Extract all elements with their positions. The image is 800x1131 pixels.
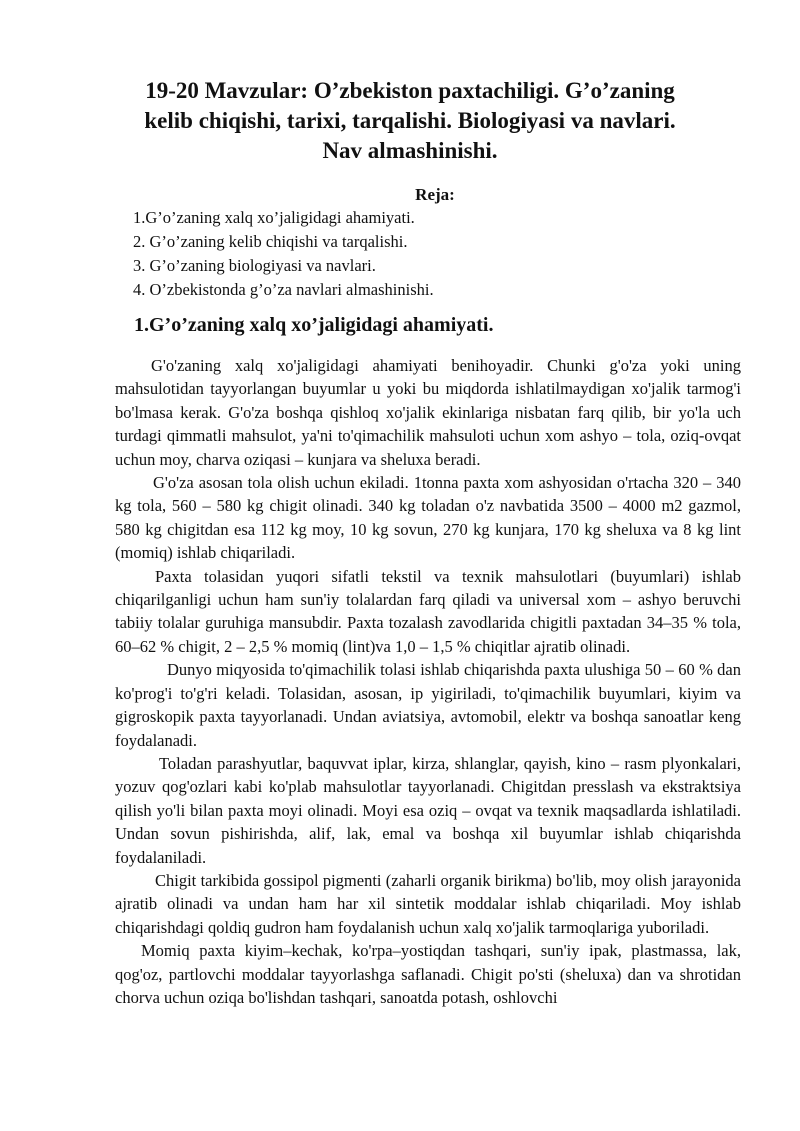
paragraph: Paxta tolasidan yuqori sifatli tekstil va texnik mahsulotlari (buyumlari) ishlab chiqarilganligi uchun ham sun'iy tolalardan farq qiladi va universal xom – ashyo beruvchi tabiiy tolalar guruhiga mansubdir. Paxta tozalash zavodlarida chigitli paxtadan 34–35 % tola, 60–62 % chigit, 2 – 2,5 % momiq (lint)va 1,0 – 1,5 % chiqitlar ajratib olinadi. <box>115 566 741 656</box>
plan-item: 2. G’o’zaning kelib chiqishi va tarqalishi. <box>133 232 408 251</box>
plan-list <box>133 206 434 302</box>
paragraph: G'o'zaning xalq xo'jaligidagi ahamiyati benihoyadir. Chunki g'o'za yoki uning mahsulotidan tayyorlangan buyumlar u yoki bu miqdorda ishlatilmaydigan xo'jalik tarmog'i bo'lmasa kerak. G'o'za boshqa qishloq xo'jalik ekinlariga nisbatan farq qilib, bir yo'la uch turdagi qimmatli mahsulot, ya'ni to'qimachilik mahsuloti uchun xom ashyo – tola, oziq-ovqat uchun moy, charva oziqasi – kunjara va sheluxa beradi. <box>115 356 741 469</box>
section-heading: 1.G’o’zaning xalq xo’jaligidagi ahamiyati. <box>134 314 494 336</box>
plan-item: 4. O’zbekistonda g’o’za navlari almashinishi. <box>133 280 434 299</box>
paragraph: Momiq paxta kiyim–kechak, ko'rpa–yostiqdan tashqari, sun'iy ipak, plastmassa, lak, qog'oz, partlovchi moddalar tayyorlashga saflanadi. Chigit po'sti (sheluxa) dan va shrotidan chorva uchun oziqa bo'lishdan tashqari, sanoatda potash, oshlovchi <box>115 941 741 1007</box>
paragraph: Chigit tarkibida gossipol pigmenti (zaharli organik birikma) bo'lib, moy olish jarayonida ajratib olinadi va undan ham har xil sintetik moddalar ishlab chiqariladi. Moy ishlab chiqarishdagi qoldiq gudron ham foydalanish uchun xalq xo'jalik tarmoqlariga yuboriladi. <box>115 870 741 937</box>
plan-item: 3. G’o’zaning biologiyasi va navlari. <box>133 256 376 275</box>
body-text <box>115 354 741 1009</box>
paragraph: G'o'za asosan tola olish uchun ekiladi. 1tonna paxta xom ashyosidan o'rtacha 320 – 340 kg tola, 560 – 580 kg chigit olinadi. 340 kg toladan o'z navbatida 3500 – 4000 m2 gazmol, 580 kg chigitdan esa 112 kg moy, 10 kg sovun, 270 kg kunjara, 170 kg sheluxa va 8 kg lint (momiq) ishlab chiqariladi. <box>115 473 741 563</box>
plan-item: 1.G’o’zaning xalq xo’jaligidagi ahamiyati. <box>133 208 415 227</box>
paragraph: Dunyo miqyosida to'qimachilik tolasi ishlab chiqarishda paxta ulushiga 50 – 60 % dan ko'prog'i to'g'ri keladi. Tolasidan, asosan, ip yigiriladi, to'qimachilik buyumlari, kiyim va gigroskopik paxta tayyorlanadi. Undan aviatsiya, avtomobil, elektr va boshqa sanoatlar keng foydalanadi. <box>115 660 741 750</box>
plan-heading: Reja: <box>415 185 455 204</box>
paragraph: Toladan parashyutlar, baquvvat iplar, kirza, shlanglar, qayish, kino – rasm plyonkalari, yozuv qog'ozlari kabi ko'plab mahsulotlar tayyorlanadi. Chigitdan presslash va ekstraktsiya qilish yo'li bilan paxta moyi olinadi. Moyi esa oziq – ovqat va texnik maqsadlarda ishlatiladi. Undan sovun pishirishda, alif, lak, emal va boshqa xil buyumlar ishlab chiqarishda foydalaniladi. <box>115 753 741 867</box>
document-title: 19-20 Mavzular: O’zbekiston paxtachiligi. G’o’zaning kelib chiqishi, tarixi, tarqalishi. Biologiyasi va navlari. Nav almashinishi. <box>144 78 676 163</box>
